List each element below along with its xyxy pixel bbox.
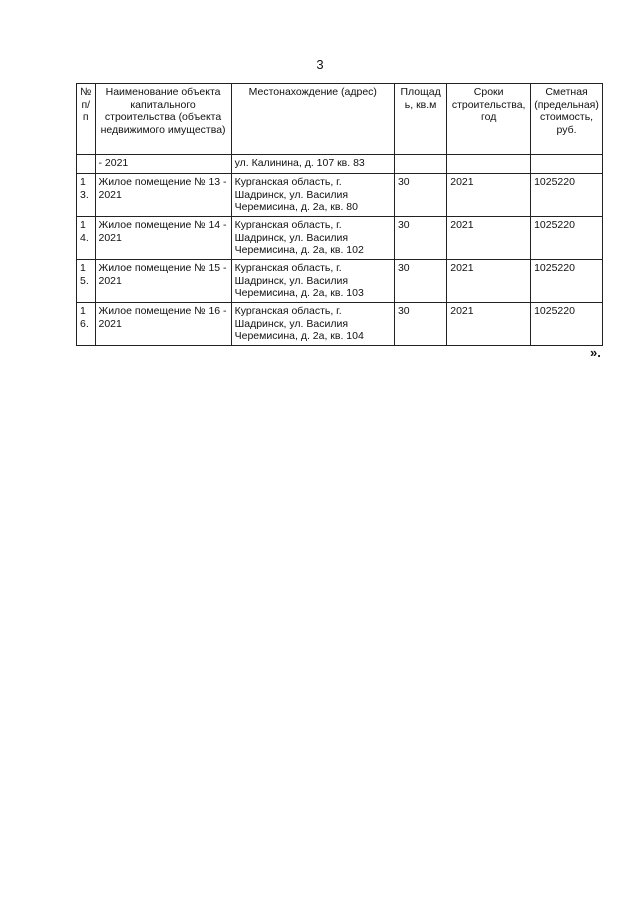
cell-cost: 1025220 xyxy=(531,174,603,217)
cell-object-name: Жилое помещение № 16 - 2021 xyxy=(95,303,231,346)
cell-address: Курганская область, г. Шадринск, ул. Василия Черемисина, д. 2а, кв. 80 xyxy=(231,174,394,217)
cell-area: 30 xyxy=(394,174,446,217)
table-row xyxy=(77,217,603,260)
table-header-row xyxy=(77,84,603,155)
cell-number: 16. xyxy=(77,303,96,346)
page-number: 3 xyxy=(316,57,324,72)
header-construction-term: Сроки строительства, год xyxy=(447,84,531,155)
table-row xyxy=(77,260,603,303)
cell-address: Курганская область, г. Шадринск, ул. Василия Черемисина, д. 2а, кв. 102 xyxy=(231,217,394,260)
cell-term: 2021 xyxy=(447,174,531,217)
header-address: Местонахождение (адрес) xyxy=(231,84,394,155)
cell-term xyxy=(447,155,531,174)
cell-number: 13. xyxy=(77,174,96,217)
header-area: Площадь, кв.м xyxy=(394,84,446,155)
cell-object-name: - 2021 xyxy=(95,155,231,174)
property-table xyxy=(76,83,603,346)
cell-number: 14. xyxy=(77,217,96,260)
cell-term: 2021 xyxy=(447,217,531,260)
table-row-continuation xyxy=(77,155,603,174)
cell-cost xyxy=(531,155,603,174)
cell-term: 2021 xyxy=(447,260,531,303)
cell-number xyxy=(77,155,96,174)
cell-area xyxy=(394,155,446,174)
header-number: № п/п xyxy=(77,84,96,155)
cell-address: Курганская область, г. Шадринск, ул. Василия Черемисина, д. 2а, кв. 104 xyxy=(231,303,394,346)
cell-object-name: Жилое помещение № 14 - 2021 xyxy=(95,217,231,260)
cell-term: 2021 xyxy=(447,303,531,346)
table-row xyxy=(77,303,603,346)
cell-cost: 1025220 xyxy=(531,217,603,260)
cell-object-name: Жилое помещение № 13 - 2021 xyxy=(95,174,231,217)
cell-area: 30 xyxy=(394,260,446,303)
table-row xyxy=(77,174,603,217)
cell-cost: 1025220 xyxy=(531,303,603,346)
cell-cost: 1025220 xyxy=(531,260,603,303)
cell-number: 15. xyxy=(77,260,96,303)
header-estimated-cost: Сметная (предельная) стоимость, руб. xyxy=(531,84,603,155)
cell-object-name: Жилое помещение № 15 - 2021 xyxy=(95,260,231,303)
header-object-name: Наименование объекта капитального строительства (объекта недвижимого имущества) xyxy=(95,84,231,155)
cell-address: Курганская область, г. Шадринск, ул. Василия Черемисина, д. 2а, кв. 103 xyxy=(231,260,394,303)
cell-area: 30 xyxy=(394,303,446,346)
closing-quote-mark: ». xyxy=(590,345,601,360)
cell-address: ул. Калинина, д. 107 кв. 83 xyxy=(231,155,394,174)
cell-area: 30 xyxy=(394,217,446,260)
